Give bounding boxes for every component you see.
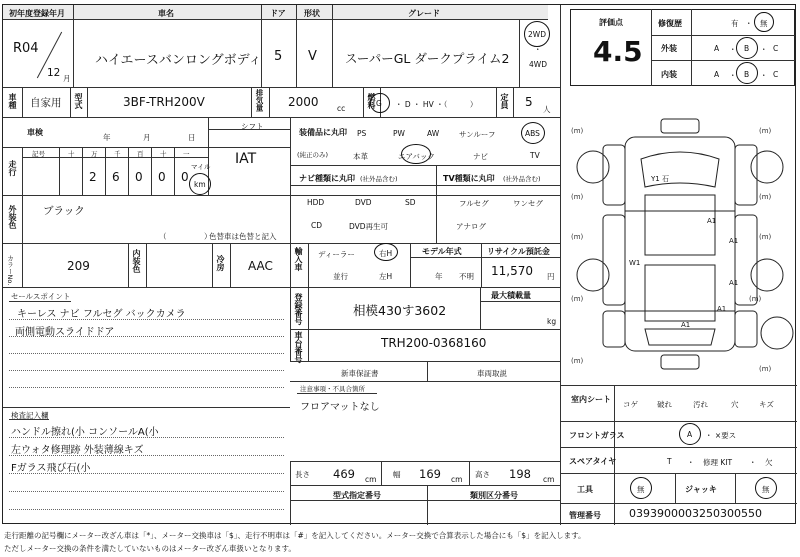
left-rear-panel [603,311,625,347]
reg-era: R04 [13,41,39,56]
capacity-unit: 人 [543,105,551,114]
selling-line-1: キーレス ナビ フルセグ バックカメラ [17,309,186,320]
color-note: 色替車は色替と記入 [209,232,277,241]
right-side-panel [735,215,757,305]
reg-month-unit: 月 [63,74,71,83]
displacement-label: 排気量 [255,89,264,112]
front-left-wheel [577,151,609,183]
inspection-month: 月 [143,133,151,142]
exterior-b: B [744,44,750,53]
diagram-mark-y1: Y1 石 [651,175,669,183]
mileage-digit-3: 0 [158,170,166,184]
rear-bumper [661,355,699,369]
car-body-outline [625,137,735,351]
repair-no: 無 [760,19,768,28]
equipment-label: 装備品に丸印 [299,128,347,137]
inspector-line-2: 左ウォタ修理跡 外装薄線キズ [11,445,144,456]
exterior-dot2: ・ [760,45,768,54]
use-label: 車種 [8,93,17,109]
diagram-mark-a1-3: A1 [729,279,739,287]
front-right-wheel [751,151,783,183]
plate-value: 相模430す3602 [353,303,447,318]
ac-value: AAC [248,259,273,273]
grade-label: グレード [408,9,440,18]
door-value: 5 [274,49,283,64]
rear-left-wheel [577,259,609,291]
repair-dot: ・ [745,19,753,28]
car-damage-diagram [563,115,795,375]
rating-value: 4.5 [593,35,643,68]
mileage-unit-1: 万 [91,150,98,158]
equip-pw: PW [393,129,405,138]
inspector-line-1: ハンドル擦れ(小 コンソールA(小 [11,427,159,438]
spare-dot1: ・ [687,458,695,467]
bracket-8: (m) [749,295,762,303]
shape-label: 形状 [304,9,320,18]
spare-kit: 修理 KIT [703,458,733,467]
modelyear-label: モデル年式 [422,247,462,256]
interior-dot1: ・ [729,71,737,80]
footer-note-2: ただしメーター交換の条件を満たしていないものはメーター改ざん車扱いとなります。 [4,544,296,553]
seat-yogore: 汚れ [693,400,708,409]
rule-line [9,370,284,371]
typecode-label: 型式 [74,93,83,109]
bracket-10: (m) [759,365,772,373]
typeapproval-label: 型式指定番号 [333,491,381,500]
interior-c: C [773,70,779,79]
shift-label: シフト [241,122,264,131]
navi-hdd: HDD [307,198,325,207]
notes-label: 注意事項・不具合箇所 [300,385,365,393]
rear-window [645,329,715,345]
tools-label: 工具 [577,485,593,494]
inspection-year: 年 [103,133,111,142]
import-label: 輸入車 [294,247,303,271]
navi-sd: SD [405,198,416,207]
mileage-digit-0: 2 [89,170,97,184]
seat-label: 室内シート [571,395,611,404]
chassis-label: 車台番号 [294,331,303,363]
model-label: 車名 [158,9,174,18]
roof [645,195,715,255]
mileage-label: 走行 [8,160,17,176]
exterior-label: 外装 [661,44,677,53]
color-value: ブラック [43,205,85,217]
colorno-label: カラーNo. [6,255,14,286]
inspector-line-3: Fガラス飛び石(小 [11,463,91,474]
typecode-value: 3BF-TRH200V [123,95,205,109]
spare-wheel [761,317,793,349]
rear-right-wheel [751,259,783,291]
rule-line [9,319,284,320]
height-label: 高さ [475,470,490,479]
tv-analog: アナログ [456,222,486,231]
rule-line [9,509,284,510]
chassis-value: TRH200-0368160 [381,336,487,350]
width-value: 169 [419,467,441,481]
color-label: 外装色 [8,205,17,229]
maxload-label: 最大積載量 [491,291,531,300]
equip-ps: PS [357,129,367,138]
interior-label: 内装 [661,70,677,79]
left-side-panel [603,215,625,305]
mileage-mile: マイル [191,163,211,171]
grade-value: スーパーGL ダークプライム2 [345,51,510,66]
mileage-unit-4: 十 [160,150,167,158]
mgmt-value: 0393900003250300550 [629,507,762,520]
manual-label: 車両取説 [477,369,507,378]
mgmt-label: 管理番号 [569,511,601,520]
bracket-1: (m) [571,127,584,135]
interior-a: A [714,70,720,79]
drive-4wd: 4WD [529,60,547,69]
import-dealer: ディーラー [318,250,355,259]
reg-date-label: 初年度登録年月 [9,9,65,18]
spare-dot2: ・ [749,458,757,467]
mileage-unit-0: 十 [68,150,75,158]
navi-sub: (社外品含む) [360,175,398,183]
rule-line [9,473,284,474]
mileage-unit-3: 百 [137,150,144,158]
mileage-km: km [194,180,206,189]
footer-note-1: 走行距離の記号欄にメーター改ざん車は「*」、メーター交換車は「$」、走行不明車は「#」を記入してください。メーター交換で合算表示した場合にも「$」を記入します。 [4,531,586,540]
inspection-label: 車検 [27,128,43,137]
fuel-options: ・ D ・ HV ・（ ） [395,100,478,109]
jack-label: ジャッキ [685,485,717,494]
capacity-label: 定員 [500,93,509,109]
inspector-label: 検査記入欄 [11,411,49,420]
equip-leather: 本革 [353,152,368,161]
seat-ana: 穴 [731,400,739,409]
tv-oneseg: ワンセグ [513,199,543,208]
capacity-value: 5 [525,95,533,109]
bracket-7: (m) [571,295,584,303]
spare-label: スペアタイヤ [569,457,617,466]
displacement-unit: cc [337,104,346,113]
drive-2wd: 2WD [528,30,546,39]
rule-line [9,353,284,354]
inspection-day: 日 [188,133,196,142]
glass-a: A [687,430,693,439]
repair-yes: 有 [731,19,739,28]
drive-dot: ・ [534,45,542,54]
selling-line-2: 両側電動スライドドア [15,327,115,338]
glass-label: フロントガラス [569,431,625,440]
repair-label: 修復歴 [658,19,682,28]
rule-line [9,437,284,438]
rule-line [9,491,284,492]
seat-koge: コゲ [623,400,638,409]
equip-sunroof: サンルーフ [459,130,496,139]
modelyear-year: 年 [435,272,443,281]
interior-b: B [744,70,750,79]
mileage-unit-2: 千 [114,150,121,158]
fuel-g: G [376,99,382,108]
spare-t: T [667,457,672,466]
spare-missing: 欠 [765,458,773,467]
recycle-value: 11,570 [491,264,533,278]
right-rear-panel [735,311,757,347]
bracket-6: (m) [759,233,772,241]
import-parallel: 並行 [333,272,348,281]
maxload-unit: kg [547,317,557,326]
equip-tv: TV [530,151,540,160]
recycle-label: リサイクル預託金 [487,247,550,256]
category-label: 類別区分番号 [470,491,518,500]
width-label: 幅 [393,470,401,479]
diagram-mark-w1: W1 [629,259,641,267]
model-value: ハイエースバンロングボディ [95,53,262,68]
jack-value: 無 [762,485,770,494]
equip-aw: AW [427,129,440,138]
bracket-9: (m) [571,357,584,365]
bracket-2: (m) [759,127,772,135]
selling-label: セールスポイント [11,292,71,301]
mileage-digit-4: 0 [181,170,189,184]
modelyear-unknown: 不明 [459,272,474,281]
glass-rest: ・ ×要ス [705,431,737,440]
rule-line [9,387,284,388]
mileage-digit-1: 6 [112,170,120,184]
rule-line [9,336,284,337]
tv-sub: (社外品含む) [503,175,541,183]
diagram-mark-a1-1: A1 [707,217,717,225]
front-bumper [661,119,699,133]
rule-line [9,455,284,456]
navi-dvdplay: DVD再生可 [349,222,389,231]
bracket-3: (m) [571,193,584,201]
bracket-4: (m) [759,193,772,201]
mileage-unit-5: 一 [183,150,190,158]
equip-navi: ナビ [473,152,488,161]
mileage-digit-2: 0 [135,170,143,184]
diagram-mark-a1-4: A1 [717,305,727,313]
navi-label: ナビ種類に丸印 [299,174,355,183]
displacement-value: 2000 [288,95,319,109]
diagram-mark-a1-5: A1 [681,321,691,329]
reg-month: 12 [47,67,61,79]
height-unit: cm [543,475,555,484]
intcolor-label: 内装色 [132,249,141,273]
height-value: 198 [509,467,531,481]
plate-label: 登録番号 [294,293,303,325]
seat-kizu: キズ [759,400,774,409]
warranty-label: 新車保証書 [341,369,379,378]
tools-value: 無 [637,485,645,494]
import-left: 左H [379,272,393,281]
length-label: 長さ [295,470,310,479]
length-value: 469 [333,467,355,481]
door-label: ドア [270,9,286,18]
navi-dvd: DVD [355,198,372,207]
shape-value: V [308,49,317,64]
notes-value: フロアマットなし [300,402,380,413]
recycle-unit: 円 [547,272,555,281]
appraisal-sheet [2,4,796,524]
tv-fullseg: フルセグ [459,199,489,208]
import-right: 右H [379,249,393,258]
colorno-value: 209 [67,259,90,273]
fuel-label: 燃料 [367,93,376,109]
mileage-kigo: 記号 [32,150,45,158]
diagram-mark-a1-2: A1 [729,237,739,245]
use-value: 自家用 [30,97,62,109]
seat-yabure: 破れ [657,400,672,409]
length-unit: cm [365,475,377,484]
equip-airbag: エアバック [398,152,435,161]
color-paren: （ ） [159,232,212,241]
exterior-c: C [773,44,779,53]
equipment-sub: (純正のみ) [297,151,329,159]
ac-label: 冷房 [216,255,225,271]
interior-dot2: ・ [760,71,768,80]
width-unit: cm [451,475,463,484]
exterior-dot1: ・ [729,45,737,54]
exterior-a: A [714,44,720,53]
tv-label: TV種類に丸印 [443,174,495,183]
shift-value: IAT [235,151,257,167]
equip-abs: ABS [525,129,540,138]
navi-cd: CD [311,221,323,230]
bracket-5: (m) [571,233,584,241]
rating-label: 評価点 [599,18,623,27]
cargo-roof [645,265,715,321]
